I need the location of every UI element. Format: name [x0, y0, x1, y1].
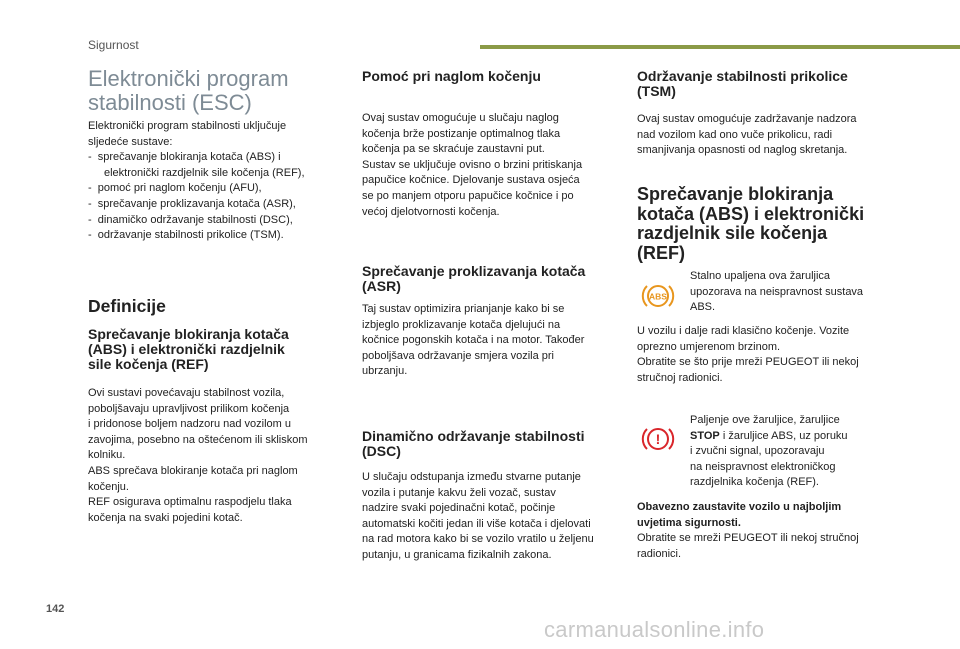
afu-paragraph	[362, 111, 624, 220]
heading-line: kotača (ABS) i elektronički	[637, 203, 865, 224]
heading-line: (ABS) i elektronički razdjelnik	[88, 341, 285, 357]
tsm-heading	[637, 69, 897, 99]
text-line: U slučaju odstupanja između stvarne putanje	[362, 471, 581, 483]
tsm-paragraph	[637, 112, 899, 159]
text-line: na rad motora kako bi se vozilo vratilo u željenu	[362, 533, 594, 546]
text-line: U vozilu i dalje radi klasično kočenje. Vozite	[637, 325, 850, 337]
asr-paragraph	[362, 302, 624, 380]
text-line: putanju, u granicama fizikalnih zakona.	[362, 548, 552, 561]
definitions-heading: Definicije	[88, 296, 166, 316]
abs-ref-heading	[88, 327, 338, 372]
stop-keyword: STOP	[690, 429, 720, 442]
abs-warning-text	[690, 269, 900, 316]
text-line: vozila i putanje kakvu želi vozač, sustav	[362, 486, 556, 499]
heading-line: (ASR)	[362, 278, 401, 294]
watermark: carmanualsonline.info	[544, 617, 765, 642]
text-line: sljedeće sustave:	[88, 135, 173, 148]
text-line: kočenja pa se skraćuje zaustavni put.	[362, 143, 545, 156]
page-title-line: Elektronički program	[88, 66, 289, 91]
dsc-paragraph	[362, 470, 624, 564]
text-line: REF osigurava optimalnu raspodjelu tlaka	[88, 496, 292, 509]
heading-line: Sprečavanje proklizavanja kotača	[362, 263, 586, 279]
text-line: zavojima, posebno na oštećenom ili skliskom	[88, 433, 308, 446]
brake-icon-label: !	[655, 431, 661, 447]
text-line: ABS sprečava blokiranje kotača pri naglom	[88, 464, 298, 477]
text-line: automatski kočiti jedan ili više kotača i djelovati	[362, 517, 591, 530]
page-number: 142	[46, 603, 65, 615]
text-line: radionici.	[637, 547, 682, 560]
text-line: na neispravnost elektroničkog	[690, 460, 836, 473]
heading-line: razdjelnik sile kočenja	[637, 223, 828, 243]
abs-warning-icon	[641, 279, 675, 313]
heading-line: (DSC)	[362, 443, 401, 459]
header-divider	[480, 45, 960, 49]
text-line: smanjivanja opasnosti od naglog skretanja.	[637, 144, 848, 157]
list-item: - sprečavanje blokiranja kotača (ABS) i elektronički razdjelnik sile kočenja (REF),	[88, 151, 305, 179]
afu-heading: Pomoć pri naglom kočenju	[362, 68, 541, 84]
text-line: razdjelnika kočenja (REF).	[690, 476, 819, 489]
text-line: i zvučni signal, upozoravaju	[690, 445, 825, 458]
heading-line: Sprečavanje blokiranja kotača	[88, 326, 289, 342]
text-line: ubrzanju.	[362, 365, 408, 378]
text-line-bold: Obavezno zaustavite vozilo u najboljim	[637, 501, 842, 513]
text-fragment: i žaruljice ABS, uz poruku	[719, 429, 848, 442]
abs-ref-section-heading	[637, 185, 907, 263]
heading-line: sile kočenja (REF)	[88, 356, 209, 372]
text-line: nad vozilom kad ono vuče prikolicu, radi	[637, 128, 833, 141]
text-line: kočenja na svaki pojedini kotač.	[88, 511, 243, 524]
brake-warning-icon	[641, 422, 675, 456]
text-line: se po manjem otporu papučice kočnice i po	[362, 189, 574, 202]
text-line: Ovaj sustav omogućuje u slučaju naglog	[362, 112, 559, 124]
heading-line: Održavanje stabilnosti prikolice	[637, 68, 848, 84]
text-line: Sustav se uključuje ovisno o brzini pritiskanja	[362, 158, 583, 171]
text-line: nadzire svaki pojedinačni kotač, počinje	[362, 502, 556, 515]
asr-heading	[362, 264, 624, 294]
list-item: - dinamičko održavanje stabilnosti (DSC),	[88, 213, 293, 226]
text-line: Obratite se mreži PEUGEOT ili nekoj stručnoj	[637, 532, 859, 545]
intro-paragraph	[88, 119, 338, 244]
dsc-heading	[362, 429, 624, 459]
heading-line: (REF)	[637, 242, 685, 263]
text-line: većoj djelotvornosti kočenja.	[362, 205, 500, 218]
text-line: upozorava na neispravnost sustava	[690, 285, 864, 298]
text-line: oprezno umjerenom brzinom.	[637, 340, 781, 353]
text-line: Taj sustav optimizira prianjanje kako bi se	[362, 303, 565, 315]
text-line: Elektronički program stabilnosti uključuje	[88, 120, 287, 132]
text-line: Ovaj sustav omogućuje zadržavanje nadzora	[637, 113, 857, 125]
heading-line: Sprečavanje blokiranja	[637, 184, 834, 204]
text-line: Ovi sustavi povećavaju stabilnost vozila,	[88, 387, 285, 399]
text-line: ABS.	[690, 301, 716, 314]
stop-warning-text	[690, 413, 900, 491]
list-item: - pomoć pri naglom kočenju (AFU),	[88, 182, 262, 195]
page-title-line: stabilnosti (ESC)	[88, 90, 252, 115]
abs-note-paragraph	[637, 324, 899, 386]
abs-ref-paragraph	[88, 386, 343, 526]
text-line: poboljšavaju upravljivost prilikom kočenja	[88, 402, 290, 415]
text-line: Obratite se što prije mreži PEUGEOT ili nekoj	[637, 356, 859, 369]
text-line: i pridonose boljem nadzoru nad vozilom u	[88, 418, 292, 431]
text-line: izbjeglo proklizavanje kotača djelujući na	[362, 318, 561, 331]
section-label: Sigurnost	[88, 38, 139, 52]
text-line: kolniku.	[88, 449, 126, 462]
text-line: kočenja brže postizanje optimalnog tlaka	[362, 127, 561, 140]
text-line: stručnoj radionici.	[637, 371, 723, 384]
abs-icon-label: ABS	[649, 291, 667, 302]
heading-line: Dinamično održavanje stabilnosti	[362, 428, 585, 444]
heading-line: (TSM)	[637, 83, 676, 99]
text-line: kočenju.	[88, 480, 129, 493]
text-line: kočnice pogonskih kotača i na motor. Također	[362, 334, 585, 347]
text-line: Stalno upaljena ova žaruljica	[690, 270, 831, 282]
stop-instruction-paragraph	[637, 500, 899, 562]
text-line: poboljšava održavanje smjera vozila pri	[362, 349, 554, 362]
text-line: papučice kočnice. Djelovanje sustava osjeća	[362, 174, 580, 187]
text-line	[690, 429, 900, 445]
text-line-bold: uvjetima sigurnosti.	[637, 516, 741, 529]
list-item: - održavanje stabilnosti prikolice (TSM).	[88, 229, 284, 242]
page-title	[88, 67, 338, 115]
list-item: - sprečavanje proklizavanja kotača (ASR),	[88, 197, 296, 210]
text-line: Paljenje ove žaruljice, žaruljice	[690, 414, 840, 426]
